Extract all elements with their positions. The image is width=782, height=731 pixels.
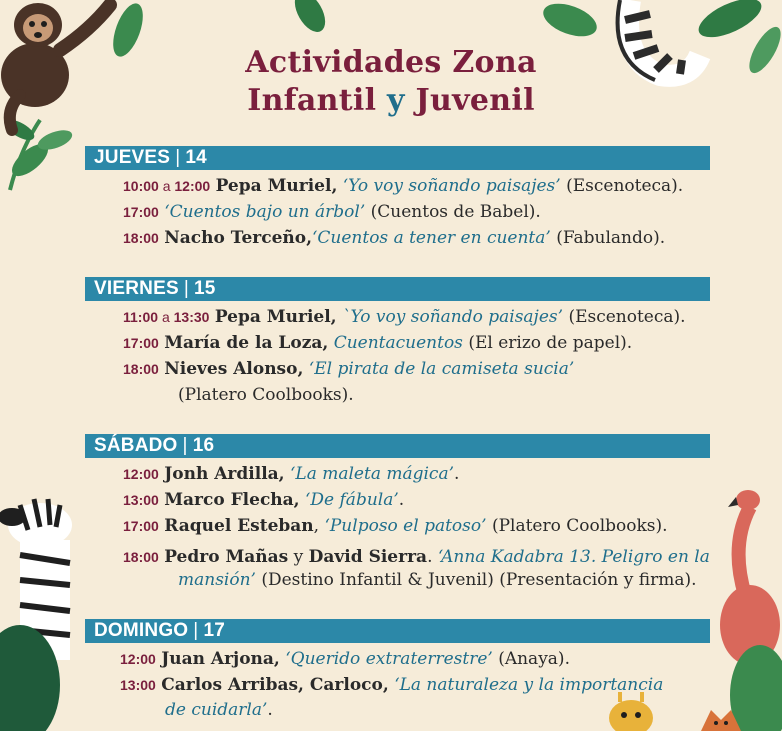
day-number: 17	[203, 620, 225, 641]
event-row	[120, 646, 570, 672]
title-word-y: y	[387, 83, 405, 118]
event-author: Raquel Esteban	[164, 516, 314, 536]
event-publisher: (Fabulando).	[556, 228, 666, 248]
event-row	[123, 304, 686, 330]
event-title: ‘Cuentos a tener en cuenta’	[312, 228, 551, 248]
event-row	[123, 225, 665, 251]
event-author: Nacho Terceño,	[164, 228, 312, 248]
event-publisher: (El erizo de papel).	[468, 333, 633, 353]
event-publisher: (Cuentos de Babel).	[370, 202, 541, 222]
event-time: 17:00	[123, 335, 159, 351]
event-author: Pepa Muriel,	[215, 176, 338, 196]
event-title-continued: mansión’	[178, 570, 256, 590]
day-separator: |	[182, 435, 188, 456]
day-separator: |	[175, 147, 181, 168]
event-title: ‘La naturaleza y la importancia	[394, 675, 664, 695]
event-title: `Yo voy soñando paisajes’	[342, 307, 564, 327]
day-label: DOMINGO	[94, 620, 189, 641]
day-label: JUEVES	[94, 147, 171, 168]
page-title	[0, 44, 782, 120]
event-publisher: (Platero Coolbooks).	[178, 385, 354, 405]
day-header-viernes	[85, 277, 710, 301]
punctuation: .	[427, 547, 433, 567]
event-author: Carlos Arribas, Carloco,	[161, 675, 389, 695]
event-row	[123, 487, 404, 513]
event-publisher: (Anaya).	[498, 649, 570, 669]
event-row-continuation	[178, 382, 354, 408]
event-row	[123, 199, 541, 225]
event-author: Marco Flecha,	[164, 490, 300, 510]
day-number: 16	[192, 435, 215, 456]
flamingo-illustration	[700, 485, 782, 731]
event-time: 18:00	[123, 361, 159, 377]
event-author: Nieves Alonso,	[164, 359, 304, 379]
event-time: 10:00 a 12:00	[123, 178, 211, 194]
event-time: 11:00 a 13:30	[123, 309, 210, 325]
event-publisher: .	[398, 490, 405, 510]
title-word: Infantil	[247, 83, 377, 118]
event-title: ‘Querido extraterrestre’	[285, 649, 493, 669]
event-time: 12:00	[123, 466, 159, 482]
event-author: María de la Loza,	[164, 333, 329, 353]
title-line-2	[0, 82, 782, 120]
event-author: Pedro Mañas	[164, 547, 289, 567]
event-title: ‘Cuentos bajo un árbol’	[164, 202, 366, 222]
day-header-sabado	[85, 434, 710, 458]
event-row	[123, 513, 668, 539]
event-author: Juan Arjona,	[161, 649, 280, 669]
event-time: 13:00	[120, 677, 156, 693]
event-publisher: .	[454, 464, 460, 484]
title-word: Juvenil	[415, 83, 535, 118]
event-author: Pepa Muriel,	[214, 307, 337, 327]
event-title: ‘Pulposo el patoso’	[324, 516, 487, 536]
event-time: 13:00	[123, 492, 159, 508]
day-separator: |	[193, 620, 199, 641]
event-time: 18:00	[123, 230, 159, 246]
event-row-continuation	[178, 567, 697, 593]
day-number: 14	[185, 147, 207, 168]
event-publisher: (Platero Coolbooks).	[491, 516, 668, 536]
event-publisher: (Escenoteca).	[568, 307, 686, 327]
event-title: ‘La maleta mágica’	[290, 464, 454, 484]
event-title-continued: de cuidarla’	[165, 700, 268, 720]
day-label: SÁBADO	[94, 435, 178, 456]
event-title: ‘Yo voy soñando paisajes’	[342, 176, 561, 196]
day-header-domingo	[85, 619, 710, 643]
event-author-2: David Sierra	[308, 547, 428, 567]
day-number: 15	[193, 278, 216, 299]
event-time: 17:00	[123, 518, 159, 534]
event-publisher: .	[267, 700, 273, 720]
event-time: 12:00	[120, 651, 156, 667]
event-row	[120, 672, 663, 698]
event-author: Jonh Ardilla,	[164, 464, 285, 484]
punctuation: ,	[313, 516, 320, 536]
event-publisher: (Destino Infantil & Juvenil) (Presentación y firma).	[261, 570, 697, 590]
event-title: ‘Anna Kadabra 13. Peligro en la	[437, 547, 710, 567]
event-row	[123, 330, 632, 356]
event-publisher: (Escenoteca).	[566, 176, 684, 196]
author-joiner: y	[293, 547, 304, 567]
event-row	[123, 173, 683, 199]
day-header-jueves	[85, 146, 710, 170]
leaf-illustration	[280, 0, 340, 40]
event-title: ‘De fábula’	[305, 490, 399, 510]
event-time: 18:00	[123, 549, 159, 565]
fox-illustration	[696, 705, 746, 731]
day-label: VIERNES	[94, 278, 179, 299]
event-row	[123, 461, 459, 487]
title-line-1: Actividades Zona	[245, 45, 537, 80]
event-title: Cuentacuentos	[333, 333, 463, 353]
event-row	[123, 356, 574, 382]
event-time: 17:00	[123, 204, 159, 220]
day-separator: |	[183, 278, 189, 299]
event-title: ‘El pirata de la camiseta sucia’	[308, 359, 575, 379]
zebra-illustration	[0, 485, 90, 731]
event-row-continuation	[165, 697, 273, 723]
